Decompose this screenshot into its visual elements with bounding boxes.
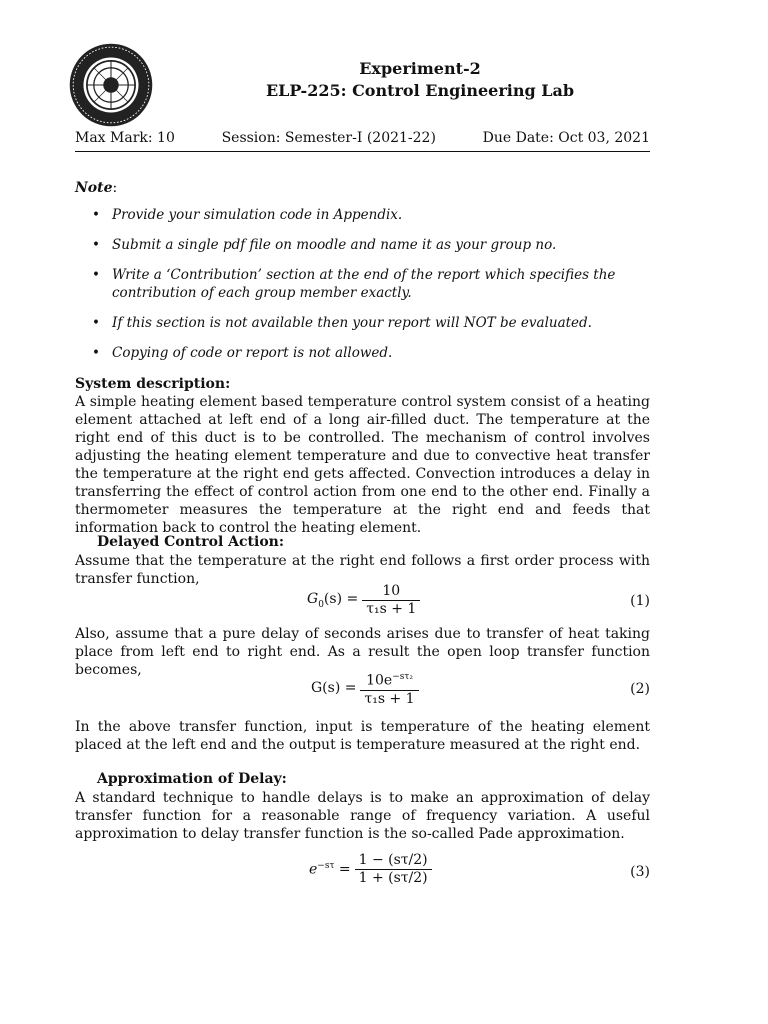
eq2-denominator: τ₁s + 1 [364, 690, 415, 707]
header-divider [75, 151, 650, 152]
equation-2 [75, 669, 650, 709]
note-heading [75, 180, 117, 196]
eq1-denominator: τ₁s + 1 [366, 601, 417, 617]
list-item: • Provide your simulation code in Appendix. [92, 206, 650, 224]
system-heading: System description: [75, 376, 231, 392]
max-mark: Max Mark: 10 [75, 130, 175, 146]
eq2-fraction [360, 669, 418, 708]
eq1-numerator: 10 [362, 583, 420, 601]
delayed-paragraph-1: Assume that the temperature at the right end follows a first order process with transfer function, [75, 553, 650, 587]
eq3-lhs: $e^{-s\tau}$ = [309, 861, 351, 878]
system-paragraph: A simple heating element based temperature control system consist of a heating element attached at left end of a long air-filled duct. The temperature at the right end of this duct is to be controlled. The mechanism of control involves adjusting the heating element temperature and due to convective heat transfer the temperature at the right end gets affected. Convection introduces a delay in transferring the effect of control action from one end to the other end. Finally a thermometer measures the temperature at the right end and feeds that information back to control the heating element. [75, 394, 650, 536]
course-title: ELP-225: Control Engineering Lab [265, 81, 575, 100]
note-colon: : [112, 180, 118, 196]
list-item: • Submit a single pdf file on moodle and name it as your group no. [92, 236, 650, 254]
institute-seal-icon [68, 42, 154, 128]
approx-paragraph: A standard technique to handle delays is to make an approximation of delay transfer function for a reasonable range of frequency variation. A useful approximation to delay transfer function is the so-called Pade approximation. [75, 790, 650, 842]
approx-heading: Approximation of Delay: [97, 771, 287, 787]
note-label: Note [75, 180, 113, 196]
delayed-paragraph-2: Also, assume that a pure delay of seconds arises due to transfer of heat taking place from left end to right end. As a result the open loop transfer function becomes, [75, 626, 650, 678]
eq3-number: (3) [630, 864, 650, 880]
delayed-heading: Delayed Control Action: [97, 534, 285, 550]
list-item: • Copying of code or report is not allowed. [92, 344, 650, 362]
document-title [200, 58, 640, 102]
due-date: Due Date: Oct 03, 2021 [482, 130, 650, 146]
equation-1 [75, 583, 650, 623]
list-item: • Write a ‘Contribution’ section at the end of the report which specifies the contribution of each group member exactly. [92, 266, 650, 302]
note-list [92, 206, 650, 374]
eq3-denominator: 1 + (sτ/2) [358, 870, 428, 886]
eq3-fraction [355, 852, 432, 887]
eq2-lhs: G(s) = [311, 680, 357, 697]
session: Session: Semester-I (2021-22) [221, 130, 436, 146]
list-item: • If this section is not available then your report will NOT be evaluated. [92, 314, 650, 332]
experiment-title: Experiment-2 [359, 59, 481, 78]
eq1-number: (1) [630, 593, 650, 609]
eq2-number: (2) [630, 681, 650, 697]
equation-3 [75, 852, 650, 894]
delayed-paragraph-3: In the above transfer function, input is temperature of the heating element placed at the left end and the output is temperature measured at the right end. [75, 719, 650, 753]
eq1-fraction [362, 583, 420, 618]
eq1-lhs: $G_0(s)$ = [307, 591, 359, 610]
eq2-numerator: $10e^{-s\tau_2}$ [360, 669, 418, 691]
meta-row [75, 130, 650, 146]
eq3-numerator: 1 − (sτ/2) [355, 852, 432, 870]
